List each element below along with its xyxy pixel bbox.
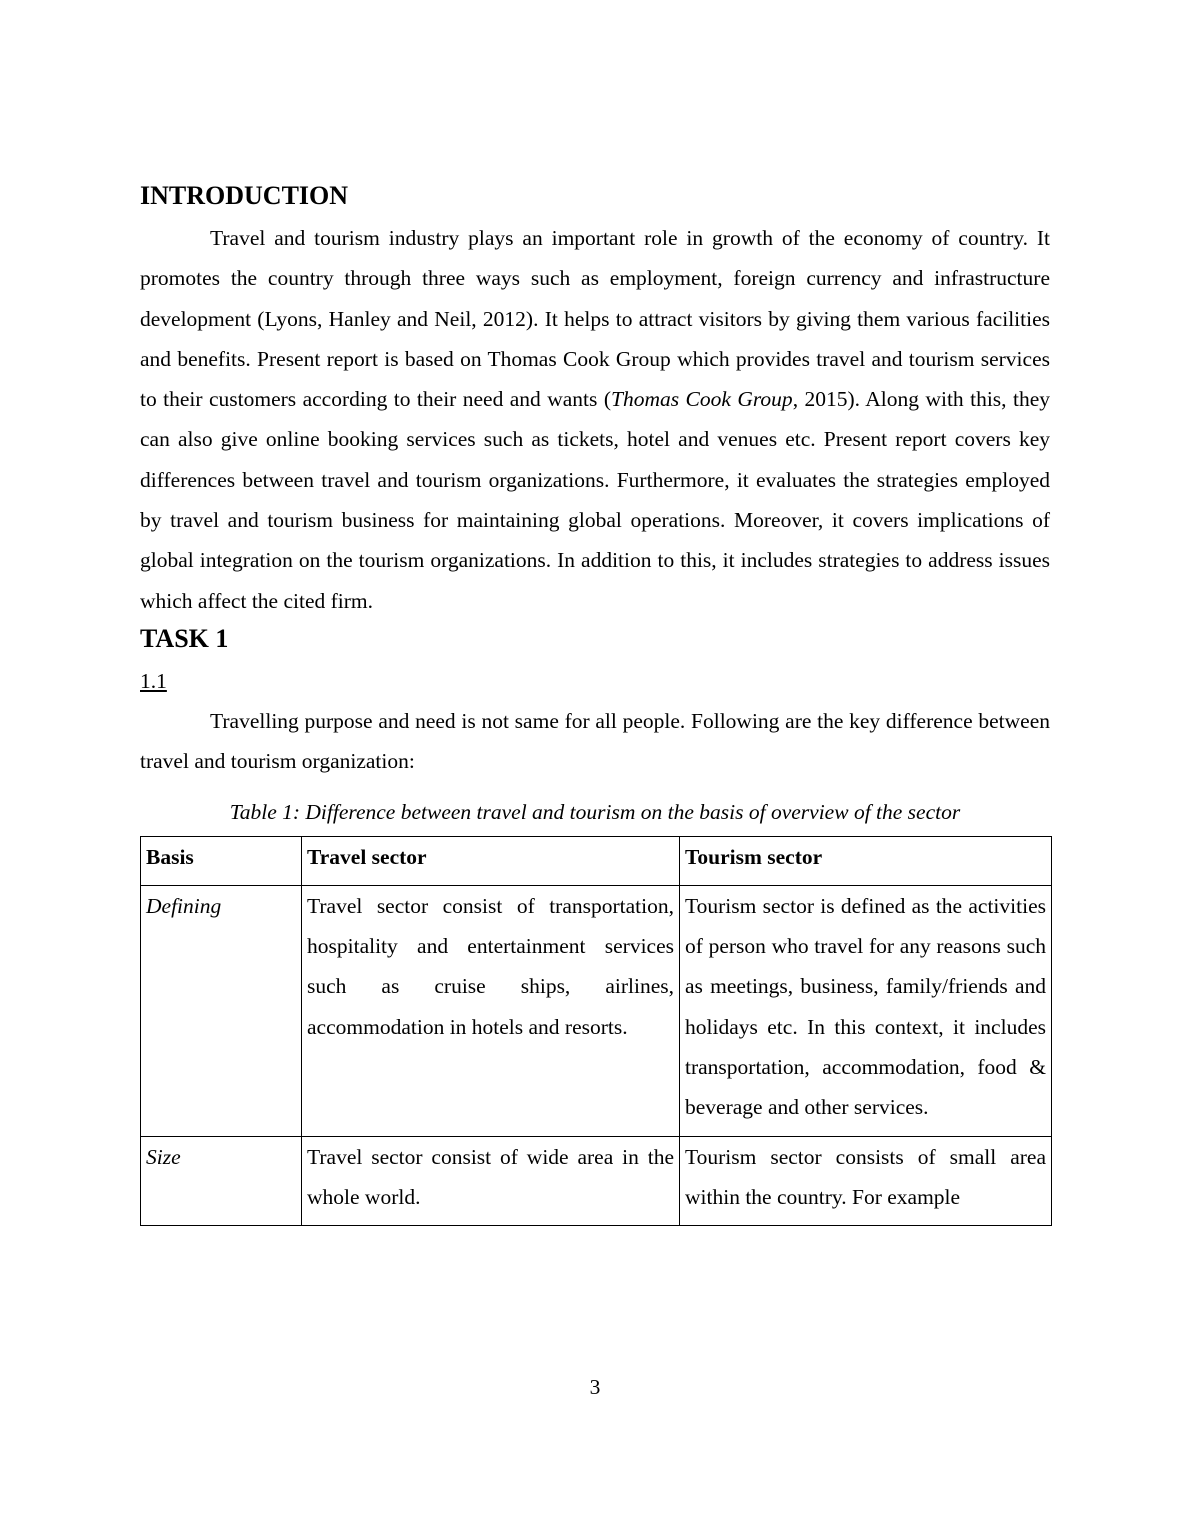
task1-heading: TASK 1 xyxy=(140,623,229,653)
task1-paragraph: Travelling purpose and need is not same for all people. Following are the key difference between travel and tourism organization: xyxy=(140,708,1050,774)
subsection-number: 1.1 xyxy=(140,668,167,693)
difference-table xyxy=(140,836,1052,1227)
table-row xyxy=(141,885,1052,1136)
row-tourism-cell: Tourism sector consists of small area within the country. For example xyxy=(680,1136,1052,1226)
row-travel-cell: Travel sector consist of transportation, hospitality and entertainment services such as cruise ships, airlines, accommodation in hotels and resorts. xyxy=(302,885,680,1136)
row-travel-cell: Travel sector consist of wide area in the whole world. xyxy=(302,1136,680,1226)
row-basis-cell: Size xyxy=(141,1136,302,1226)
page-number: 3 xyxy=(589,1375,601,1399)
header-travel-sector: Travel sector xyxy=(302,836,680,885)
header-basis: Basis xyxy=(141,836,302,885)
intro-text-part1: Travel and tourism industry plays an important role in growth of the economy of country. It promotes the country through three ways such as employment, foreign currency and infrastructure development (Lyons, Hanley and Neil, 2012). It helps to attract visitors by giving them various facilities and benefits. Present report is based on Thomas Cook Group which provides travel and tourism services to their customers according to their need and wants ( xyxy=(140,226,1050,412)
introduction-heading: INTRODUCTION xyxy=(140,181,349,210)
intro-text-italic: Thomas Cook Group xyxy=(611,387,793,412)
introduction-paragraph xyxy=(140,218,1050,621)
row-basis-cell: Defining xyxy=(141,885,302,1136)
row-tourism-cell: Tourism sector is defined as the activities of person who travel for any reasons such as meetings, business, family/friends and holidays etc. In this context, it includes transportation, accommodation, food & beverage and other services. xyxy=(680,885,1052,1136)
table-row xyxy=(141,1136,1052,1226)
document-page xyxy=(140,178,1050,1226)
table-header-row xyxy=(141,836,1052,885)
intro-text-part2: , 2015). Along with this, they can also give online booking services such as tickets, hotel and venues etc. Present report covers key differences between travel and tourism organizations. Furthermore, it evaluates the strategies employed by travel and tourism business for maintaining global operations. Moreover, it covers implications of global integration on the tourism organizations. In addition to this, it includes strategies to address issues which affect the cited firm. xyxy=(140,387,1050,613)
table-caption: Table 1: Difference between travel and tourism on the basis of overview of the sector xyxy=(229,799,961,824)
header-tourism-sector: Tourism sector xyxy=(680,836,1052,885)
